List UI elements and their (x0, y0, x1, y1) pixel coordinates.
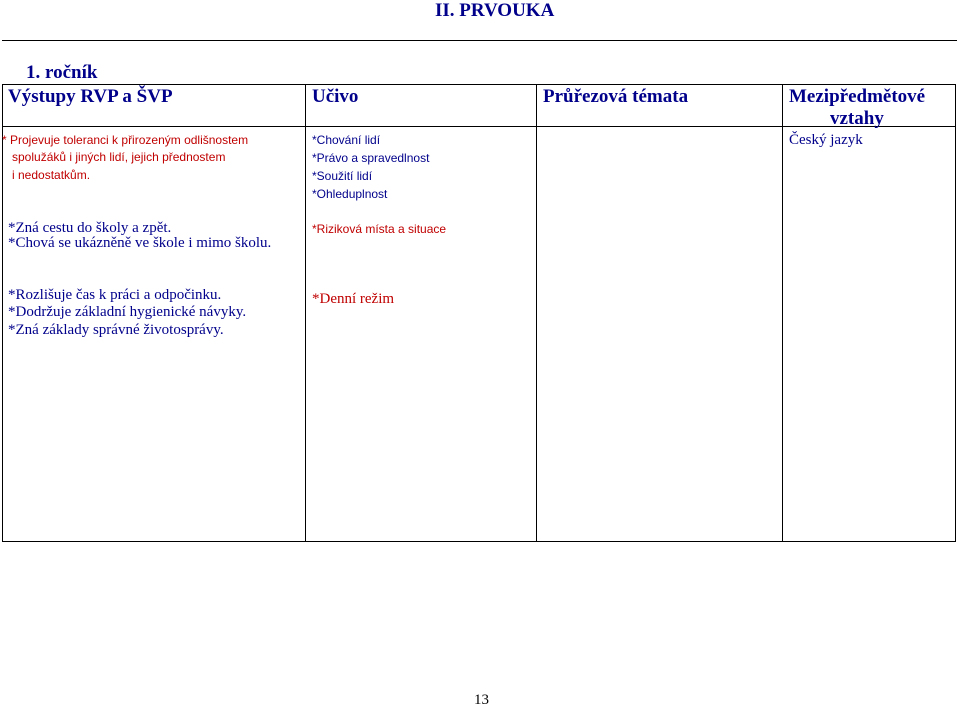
column-divider (782, 84, 783, 542)
outcome-line: i nedostatkům. (12, 168, 91, 182)
content-item: *Chování lidí (312, 133, 381, 147)
column-header-relations: Mezipředmětové (789, 86, 926, 107)
content-item: *Ohleduplnost (312, 187, 388, 201)
outcome-line: *Chová se ukázněně ve škole i mimo školu. (8, 235, 272, 251)
content-item: *Soužití lidí (312, 169, 373, 183)
column-header-cross-topics: Průřezová témata (543, 86, 689, 107)
outcome-line: *Rozlišuje čas k práci a odpočinku. (8, 287, 222, 303)
content-item: *Riziková místa a situace (312, 222, 447, 236)
column-header-outcomes: Výstupy RVP a ŠVP (8, 86, 173, 107)
outcome-line: *Dodržuje základní hygienické návyky. (8, 304, 247, 320)
column-divider (305, 84, 306, 542)
outcome-line: *Zná základy správné životosprávy. (8, 322, 224, 338)
title-underline (2, 40, 957, 41)
header-row-divider (2, 126, 956, 127)
page-title: II. PRVOUKA (435, 0, 555, 21)
column-header-relations-line2: vztahy (830, 108, 884, 129)
grade-heading: 1. ročník (26, 62, 98, 83)
page-number: 13 (474, 692, 489, 708)
content-item: *Právo a spravedlnost (312, 151, 430, 165)
column-divider (536, 84, 537, 542)
relation-item: Český jazyk (789, 132, 863, 148)
column-header-content: Učivo (312, 86, 359, 107)
outcome-line: * Projevuje toleranci k přirozeným odlišnostem (2, 133, 249, 147)
content-item: *Denní režim (312, 291, 395, 307)
outcome-line: *Zná cestu do školy a zpět. (8, 220, 172, 236)
outcome-line: spolužáků i jiných lidí, jejich přednostem (12, 150, 226, 164)
